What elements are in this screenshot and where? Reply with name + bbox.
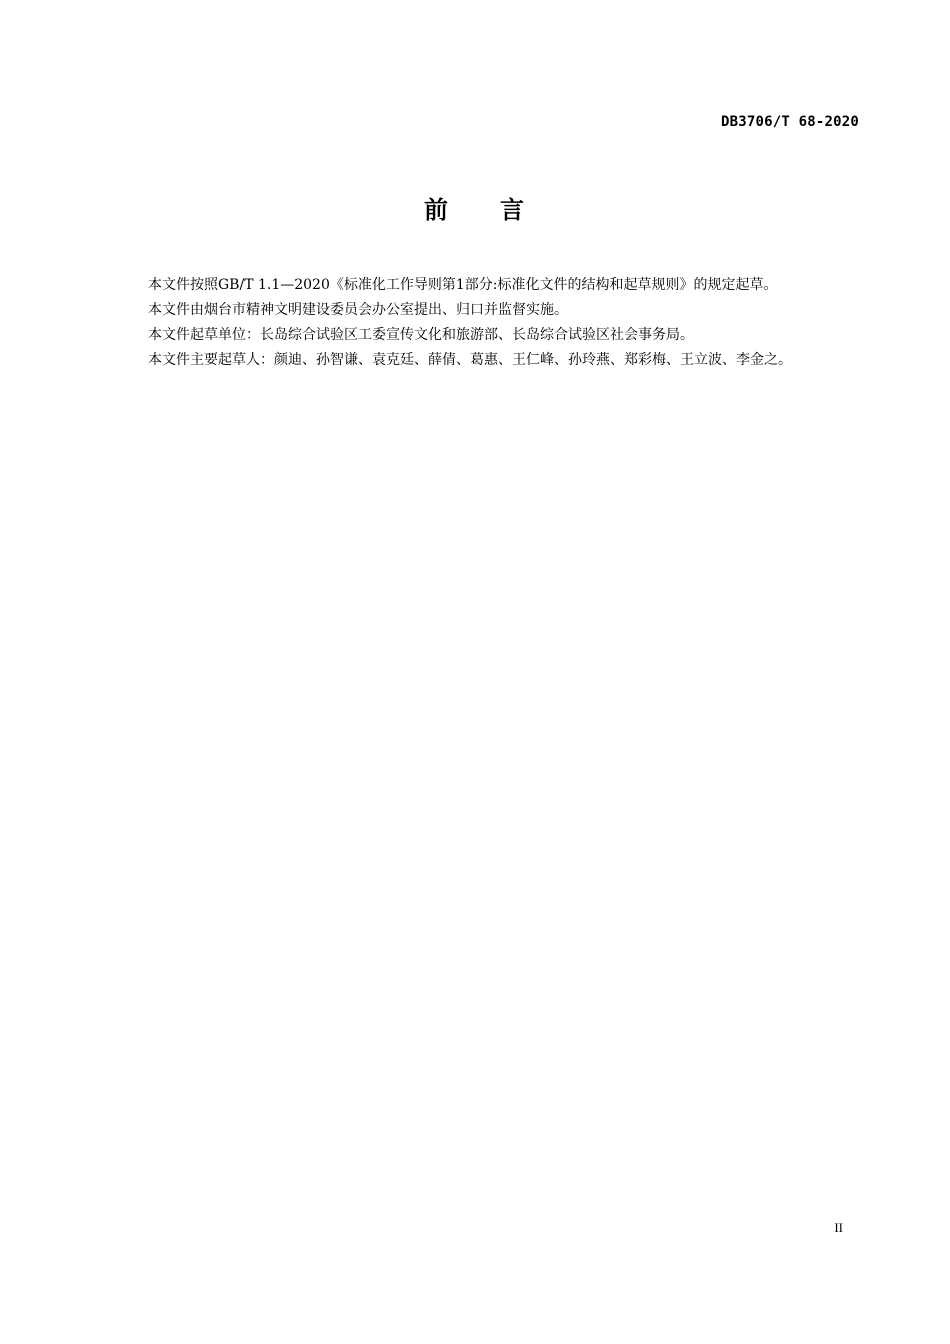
page-title [0, 190, 950, 225]
document-code: DB3706/T 68-2020 [720, 114, 859, 130]
paragraph-drafting-rules: 本文件按照GB/T 1.1—2020《标准化工作导则第1部分:标准化文件的结构和起草规则》的规定起草。 [148, 277, 778, 293]
paragraph-drafters: 本文件主要起草人：颜迪、孙智谦、袁克廷、薛倩、葛惠、王仁峰、孙玲燕、郑彩梅、王立波、李金之。 [148, 352, 792, 368]
paragraph-drafting-units: 本文件起草单位：长岛综合试验区工委宣传文化和旅游部、长岛综合试验区社会事务局。 [148, 327, 694, 343]
title-char-2: 言 [500, 196, 526, 224]
paragraph-proposer: 本文件由烟台市精神文明建设委员会办公室提出、归口并监督实施。 [148, 302, 568, 318]
foreword-body [113, 273, 863, 373]
title-char-1: 前 [424, 196, 450, 224]
page-number: II [834, 1220, 843, 1235]
